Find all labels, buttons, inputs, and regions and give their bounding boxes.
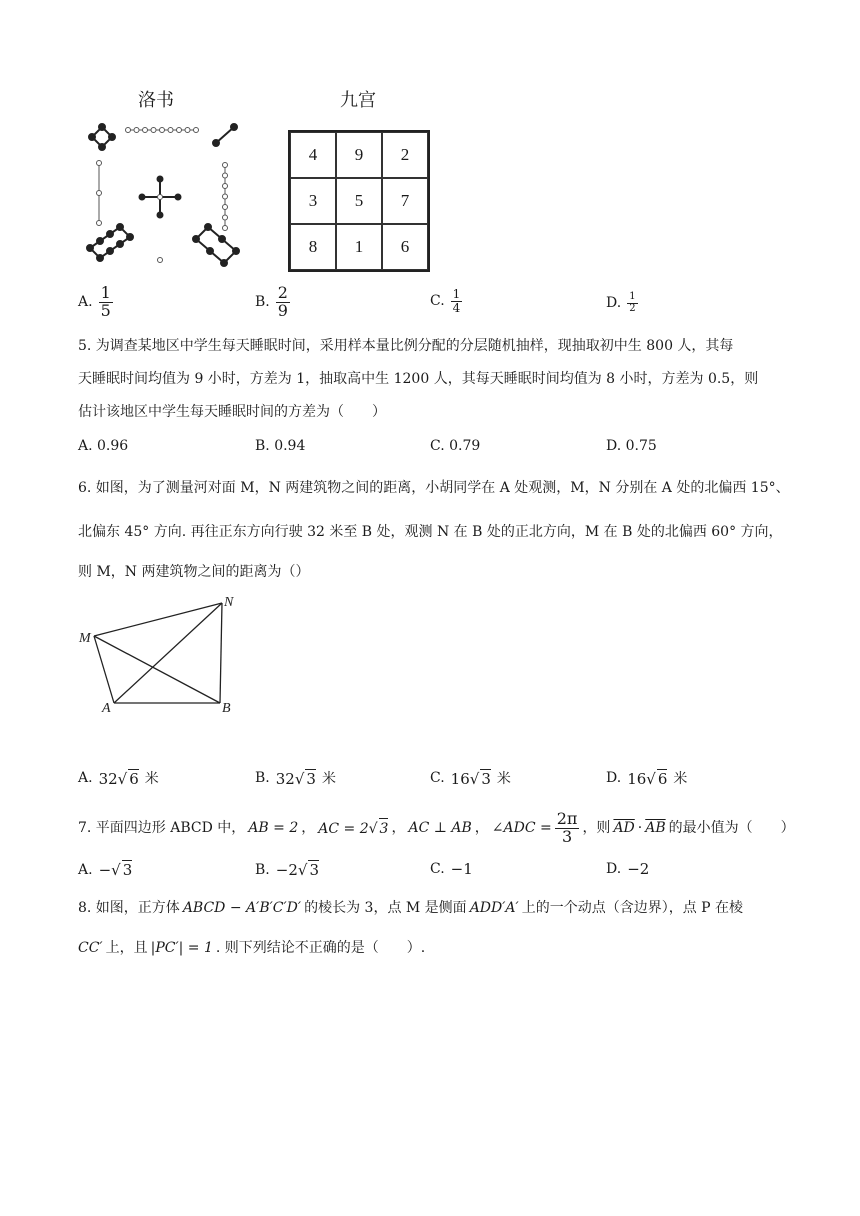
point-b-label: B — [222, 701, 231, 716]
luoshu-figure — [80, 115, 250, 275]
option-text: −2 — [275, 861, 298, 879]
q8-text-b: 的棱长为 3，点 M 是侧面 — [304, 900, 467, 916]
option-value: −√ 3 — [98, 861, 133, 879]
q8-face-name: ADD′A′ — [469, 900, 519, 916]
numerator: 1 — [452, 287, 461, 301]
option-label: C. — [430, 861, 445, 877]
q7-ac-radicand: 3 — [379, 818, 389, 839]
jiugong-caption: 九宫 — [340, 90, 376, 111]
unit: 米 — [144, 771, 159, 787]
luoshu-caption: 洛书 — [138, 90, 174, 111]
unit: 米 — [321, 771, 336, 787]
grid-cell: 8 — [290, 224, 336, 270]
q5-line-2: 天睡眠时间均值为 9 小时，方差为 1，抽取高中生 1200 人，其每天睡眠时间均值为 8 小时，方差为 0.5，则 — [78, 371, 759, 387]
q8-text-a: 8. 如图，正方体 — [78, 900, 180, 916]
q5-option-a: A. 0.96 — [78, 438, 129, 454]
q4-option-b — [255, 285, 290, 320]
q7-condition-angle: ∠ADC = — [491, 820, 552, 836]
q8-text-e: . 则下列结论不正确的是（ ）. — [215, 940, 426, 956]
q7-ac-coef: AC = 2 — [318, 820, 369, 837]
q7-prefix: 7. 平面四边形 ABCD 中， — [78, 820, 246, 836]
option-text: −1 — [450, 860, 473, 878]
q7-vector-ad: $\overline{AD}$ — [613, 820, 635, 836]
denominator: 5 — [100, 300, 111, 320]
numerator: 2 — [277, 283, 288, 302]
q7-condition-ab: AB = 2 — [248, 820, 299, 836]
q7-option-d — [606, 860, 649, 878]
q7-condition-ac: AC = 2√ 3 — [318, 818, 388, 839]
numerator: 1 — [629, 291, 636, 302]
q7-condition-perp: AC ⊥ AB — [408, 820, 472, 836]
option-value: 32√ 3 — [275, 769, 316, 788]
point-m-label: M — [79, 631, 91, 646]
coefficient: 16 — [450, 769, 470, 788]
denominator: 4 — [452, 300, 461, 315]
q7-option-c — [430, 860, 473, 878]
q6-option-a — [78, 768, 159, 788]
q7-option-a — [78, 860, 132, 879]
grid-cell: 2 — [382, 132, 428, 178]
q7-angle-fraction — [555, 808, 580, 846]
q6-option-b — [255, 768, 336, 788]
radicand: 3 — [481, 769, 491, 788]
option-label: A. — [78, 294, 93, 311]
q5-option-d: D. 0.75 — [606, 438, 657, 454]
option-label: D. — [606, 295, 622, 311]
q6-line-2: 北偏东 45° 方向. 再往正东方向行驶 32 米至 B 处，观测 N 在 B 处的正北方向，M 在 B 处的北偏西 60° 方向， — [78, 524, 783, 540]
option-label: B. — [255, 770, 270, 786]
q5-option-c: C. 0.79 — [430, 438, 481, 454]
grid-cell: 5 — [336, 178, 382, 224]
denominator: 2 — [629, 302, 636, 314]
coefficient: 32 — [98, 769, 118, 788]
grid-cell: 7 — [382, 178, 428, 224]
option-text: − — [98, 861, 112, 879]
unit: 米 — [673, 771, 688, 787]
option-fraction — [276, 285, 290, 320]
option-text: −2 — [627, 860, 650, 878]
q6-line-3: 则 M，N 两建筑物之间的距离为（） — [78, 564, 310, 580]
q7-vector-ab: $\overline{AB}$ — [645, 820, 666, 836]
point-a-label: A — [102, 701, 111, 716]
option-fraction — [627, 292, 637, 314]
q6-figure — [76, 590, 246, 720]
q8-text-c: 上的一个动点（含边界），点 P 在棱 — [521, 900, 744, 916]
q4-option-c — [430, 288, 462, 314]
point-n-label: N — [224, 595, 234, 610]
q4-option-a — [78, 285, 113, 320]
grid-cell: 4 — [290, 132, 336, 178]
option-label: A. — [78, 861, 93, 878]
option-fraction — [451, 288, 463, 314]
grid-cell: 9 — [336, 132, 382, 178]
q6-option-c — [430, 768, 511, 788]
radicand: 3 — [309, 861, 319, 879]
option-value: 16√ 3 — [450, 769, 491, 788]
coefficient: 32 — [275, 769, 295, 788]
option-label: D. — [606, 770, 622, 786]
q6-option-d — [606, 768, 687, 788]
option-label: B. — [255, 861, 270, 878]
q5-option-b: B. 0.94 — [255, 438, 306, 454]
coefficient: 16 — [627, 769, 647, 788]
radicand: 3 — [306, 769, 316, 788]
unit: 米 — [496, 771, 511, 787]
q7-suffix: 的最小值为（ ） — [668, 820, 795, 836]
q7-line: 7. 平面四边形 ABCD 中， AB = 2 ， AC = 2√ 3 ， AC ⊥ AB ， ∠ADC = $\frac{2\pi}{3}$ ，则 $\overline{AD}$ · $\overline{AB}$ 的最小值为（ ） — [78, 808, 795, 846]
q7-option-b — [255, 860, 319, 879]
q8-text-d: 上，且 — [105, 940, 148, 956]
grid-cell: 6 — [382, 224, 428, 270]
option-label: A. — [78, 770, 93, 786]
q6-line-1: 6. 如图，为了测量河对面 M，N 两建筑物之间的距离，小胡同学在 A 处观测，M，N 分别在 A 处的北偏西 15°、 — [78, 480, 790, 496]
option-fraction — [99, 285, 113, 320]
radicand: 6 — [657, 769, 668, 788]
option-value: 32√ 6 — [98, 769, 139, 788]
option-value: −2√ 3 — [275, 861, 319, 879]
numerator: 1 — [100, 283, 111, 302]
radicand: 3 — [122, 861, 133, 879]
option-value: 16√ 6 — [627, 769, 668, 788]
grid-cell: 1 — [336, 224, 382, 270]
option-label: C. — [430, 770, 445, 786]
option-label: B. — [255, 294, 270, 311]
q4-option-d — [606, 292, 638, 314]
option-label: D. — [606, 861, 622, 877]
denominator: 3 — [561, 826, 573, 846]
q8-line-2 — [78, 938, 425, 958]
grid-cell: 3 — [290, 178, 336, 224]
q7-then: ，则 — [582, 820, 611, 836]
radicand: 6 — [129, 769, 139, 788]
q5-line-1: 5. 为调查某地区中学生每天睡眠时间，采用样本量比例分配的分层随机抽样，现抽取初中生 800 人，其每 — [78, 338, 734, 354]
q8-pc-condition: |PC′| = 1 — [150, 940, 213, 956]
denominator: 9 — [277, 300, 288, 320]
option-label: C. — [430, 293, 445, 310]
q5-line-3: 估计该地区中学生每天睡眠时间的方差为（ ） — [78, 404, 386, 420]
numerator: 2π — [556, 808, 578, 828]
q8-line-1 — [78, 898, 743, 918]
q8-edge-name: CC′ — [78, 940, 103, 956]
jiugong-grid — [288, 130, 430, 272]
q8-cube-name: ABCD − A′B′C′D′ — [182, 900, 302, 916]
